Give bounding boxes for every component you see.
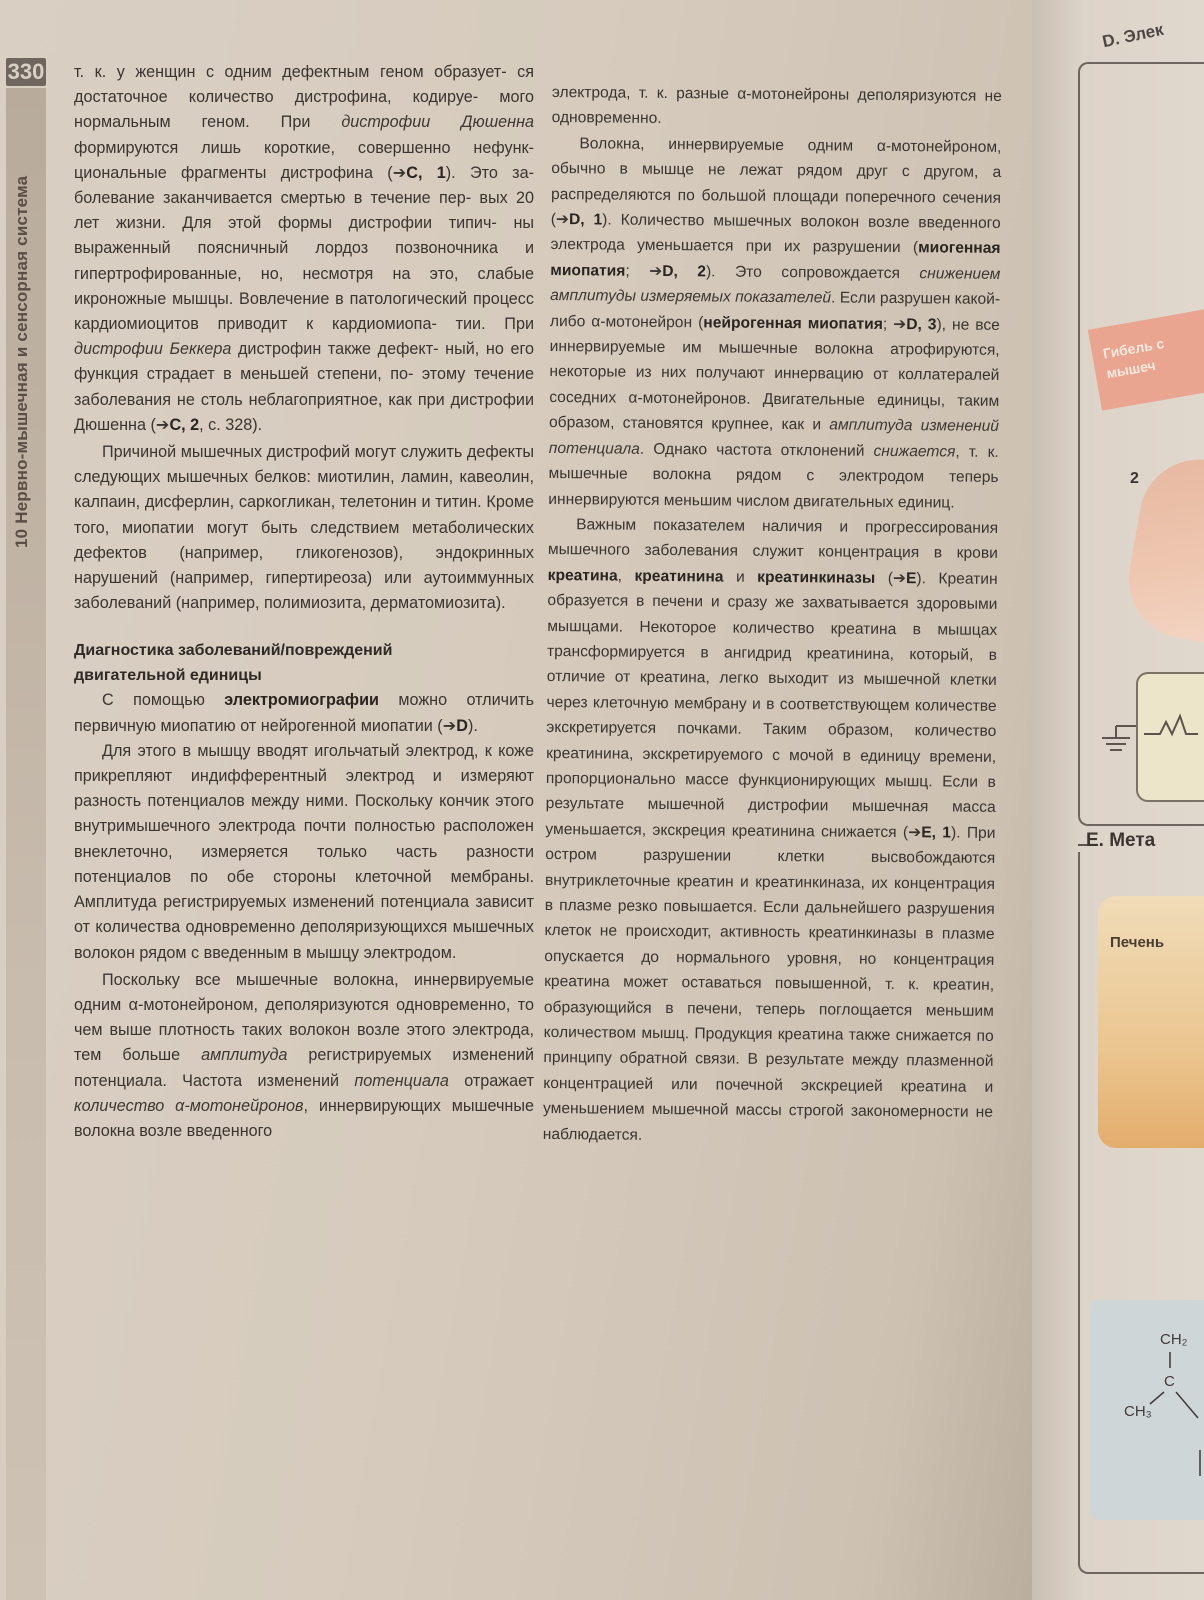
ch3-label: CH₃	[1124, 1403, 1152, 1420]
oscilloscope-screen	[1136, 672, 1204, 802]
paragraph: Волокна, иннервируемые одним α-мотонейроном, обычно в мышце не лежат рядом друг с другом, а распределяются по большой площади поперечного сечения (➔D, 1). Количество мышечных волокон возле введенного электрода уменьшается при их разрушении (миогенная миопатия; ➔D, 2). Это сопровождается снижением амплитуды измеряемых показателей. Если разрушен какой-либо α-мотонейрон (нейрогенная миопатия; ➔D, 3), не все иннервируемые им мышечные волокна атрофируются, некоторые из них получают иннервацию от коллатералей соседних α-мотонейронов. Двигательные единицы, таким образом, становятся крупнее, как и амплитуда изменений потенциала. Однако частота отклонений снижается, т. к. мышечные волокна рядом с электродом теперь иннервируются меньшим числом двигательных единиц.	[548, 135, 1002, 512]
creatine-structure-icon	[1090, 1300, 1204, 1520]
ch2-label: CH₂	[1160, 1331, 1188, 1348]
liver-label: Печень	[1110, 934, 1165, 951]
paragraph: Поскольку все мышечные волокна, иннервируемые одним α-мотонейроном, деполяризуются одновременно, то чем выше плотность таких волокон возле этого электрода, тем больше амплитуда регистрируемых изменений потенциала. Частота изменений потенциала отражает количество α-мотонейронов, иннервирующих мышечные волокна возле введенного	[74, 970, 535, 1140]
paragraph: С помощью электромиографии можно отличить первичную миопатию от нейрогенной миопатии (➔D).	[74, 691, 534, 735]
figure-panel-d-header: D. Элек	[1100, 19, 1166, 52]
paragraph: Причиной мышечных дистрофий могут служить дефекты следующих мышечных белков: миотилин, ламин, кавеолин, калпаин, дисферлин, саркогликан, телетонин и титин. Кроме того, миопатии могут быть следствием метаболических дефектов (например, гликогенозов), эндокринных нарушений (например, гипертиреоза) или аутоиммунных заболеваний (например, полимиозита, дерматомиозита).	[74, 443, 534, 613]
ground-symbol-icon	[1090, 720, 1140, 760]
figure-panel-number: 2	[1130, 470, 1139, 487]
chapter-tab: 10 Нервно-мышечная и сенсорная система	[12, 175, 31, 548]
right-text-column	[543, 80, 1002, 1151]
paragraph: электрода, т. к. разные α-мотонейроны деполяризуются не одновременно.	[551, 83, 1002, 128]
paragraph: Важным показателем наличия и прогрессирования мышечного заболевания служит концентрация в крови креатина, креатинина и креатинкиназы (➔E). Креатин образуется в печени и сразу же захватывается здоровыми мышцами. Некоторое количество креатина в мышцах трансформируется в ангидрид креатинина, который, в отличие от креатина, легко выходит из мышечной клетки через клеточную мембрану и в соответствующем количестве экскретируется почками. Таким образом, количество креатинина, экскретируемого с мочой в единицу времени, пропорционально массе функционирующих мышц. Если в результате мышечной дистрофии мышечная масса уменьшается, экскреция креатинина снижается (➔E, 1). При остром разрушении клетки высвобождаются внутриклеточные креатин и креатинкиназа, их концентрация в плазме резко повышается. Если дальнейшего разрушения клеток не происходит, активность креатинкиназы в плазме опускается до нормального уровня, но концентрация креатина может оставаться повышенной, т. к. креатин, образующийся в печени, теперь поглощается меньшим количеством мышц. Продукция креатина также снижается по принципу обратной связи. В результате между плазменной концентрацией или почечной экскрецией креатина и уменьшением мышечной массы строгой закономерности не наблюдается.	[542, 516, 999, 1144]
left-text-column	[74, 60, 534, 1144]
paragraph: Для этого в мышцу вводят игольчатый электрод, к коже прикрепляют индифферентный электрод и измеряют разность потенциалов между ними. Поскольку кончик этого внутримышечного электрода почти полностью расположен внеклеточно, измеряется только часть разности потенциалов по обе стороны клеточной мембраны. Амплитуда регистрируемых изменений потенциала зависит от количества одновременно деполяризующихся мышечных волокон рядом с введенным в мышцу электродом.	[74, 741, 534, 962]
fiber-death-label: Гибель с мышеч	[1101, 335, 1166, 382]
section-heading: Диагностика заболеваний/повреждений двигательной единицы	[74, 642, 393, 685]
right-page-figure	[1032, 0, 1204, 1600]
c-label: C	[1164, 1373, 1175, 1390]
page-number: 330	[7, 59, 45, 84]
paragraph: т. к. у женщин с одним дефектным геном образует- ся достаточное количество дистрофина, кодируе- мого нормальным геном. При дистрофии Дюшенна формируются лишь короткие, совершенно нефунк- циональные фрагменты дистрофина (➔C, 1). Это за- болевание заканчивается смертью в течение пер- вых 20 лет жизни. Для этой формы дистрофии типич- ны выраженный поясничный лордоз позвоночника и гипертрофированные, но, несмотря на это, слабые икроножные мышцы. Вовлечение в патологический процесс кардиомиоцитов приводит к кардиомиопа- тии. При дистрофии Беккера дистрофин также дефект- ный, но его функция страдает в меньшей степени, по- этому течение заболевания не столь неблагоприятное, как при дистрофии Дюшенна (➔C, 2, с. 328).	[74, 63, 535, 434]
chemical-structure-area	[1090, 1300, 1204, 1520]
figure-panel-e-header: E. Мета	[1086, 830, 1156, 851]
emg-trace-icon	[1138, 674, 1204, 800]
